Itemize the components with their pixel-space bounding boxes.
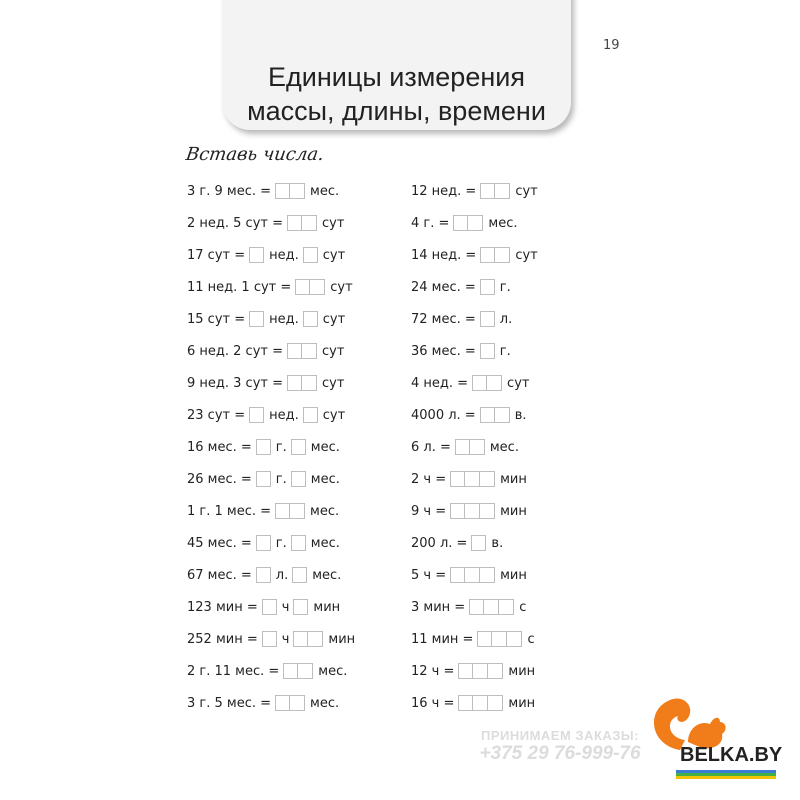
exercise-text: 3 г. 9 мес. = [187,183,272,199]
exercise-text: г. [275,439,287,455]
answer-box[interactable] [256,535,271,551]
exercise-text: 252 мин = [187,631,258,647]
answer-cell[interactable] [480,311,495,327]
answer-box[interactable] [287,215,317,231]
exercise-text: мес. [318,663,348,679]
exercise-row [411,367,542,399]
exercise-text: мес. [310,439,340,455]
answer-cell[interactable] [256,567,271,583]
answer-box[interactable] [275,183,305,199]
answer-cell[interactable] [495,247,510,263]
exercise-text: в. [514,407,527,423]
exercise-row [187,335,359,367]
exercise-row [411,303,542,335]
exercise-text: 6 л. = [411,439,451,455]
exercise-text: сут [322,343,345,359]
answer-box[interactable] [453,215,483,231]
page-title [222,60,571,128]
exercise-text: мес. [488,215,518,231]
answer-box[interactable] [469,599,514,615]
exercise-text: 12 нед. = [411,183,477,199]
exercise-text: 2 ч = [411,471,447,487]
answer-cell[interactable] [450,567,465,583]
exercise-row [187,271,359,303]
exercise-row [411,431,542,463]
exercise-text: 16 ч = [411,695,455,711]
exercise-text: л. [275,567,289,583]
exercise-text: сут [515,247,538,263]
answer-cell[interactable] [477,631,492,647]
answer-box[interactable] [262,599,277,615]
answer-cell[interactable] [480,183,495,199]
right-exercise-column [411,175,542,719]
exercise-row [187,175,359,207]
exercise-text: 67 мес. = [187,567,252,583]
answer-cell[interactable] [507,631,522,647]
answer-cell[interactable] [499,599,514,615]
exercise-text: сут [322,407,346,423]
exercise-row [411,207,542,239]
answer-box[interactable] [291,471,306,487]
answer-cell[interactable] [293,631,308,647]
instruction: Вставь числа. [184,144,326,165]
exercise-text: ч [281,599,290,615]
answer-cell[interactable] [450,471,465,487]
answer-box[interactable] [293,631,323,647]
answer-box[interactable] [249,407,264,423]
exercise-text: мин [500,471,527,487]
exercise-text: 14 нед. = [411,247,477,263]
answer-cell[interactable] [302,215,317,231]
exercise-row [187,527,359,559]
answer-cell[interactable] [308,631,323,647]
answer-box[interactable] [256,567,271,583]
answer-box[interactable] [303,247,318,263]
answer-cell[interactable] [472,375,487,391]
answer-box[interactable] [450,567,495,583]
answer-box[interactable] [249,311,264,327]
exercise-text: 45 мес. = [187,535,252,551]
answer-box[interactable] [458,663,503,679]
answer-box[interactable] [471,535,486,551]
exercise-text: 2 нед. 5 сут = [187,215,283,231]
answer-box[interactable] [303,407,318,423]
exercise-text: в. [491,535,504,551]
exercise-text: г. [275,535,287,551]
answer-cell[interactable] [256,439,271,455]
exercise-row [187,207,359,239]
answer-box[interactable] [480,343,495,359]
exercise-text: 123 мин = [187,599,258,615]
exercise-text: сут [515,183,538,199]
answer-cell[interactable] [480,567,495,583]
answer-cell[interactable] [465,503,480,519]
title-line-1: Единицы измерения [268,62,525,92]
answer-box[interactable] [477,631,522,647]
answer-box[interactable] [287,375,317,391]
answer-cell[interactable] [262,631,277,647]
answer-cell[interactable] [495,183,510,199]
exercise-text: 2 г. 11 мес. = [187,663,280,679]
answer-cell[interactable] [453,215,468,231]
answer-cell[interactable] [303,311,318,327]
answer-cell[interactable] [291,535,306,551]
answer-cell[interactable] [488,695,503,711]
watermark-phone: +375 29 76-999-76 [479,743,641,764]
answer-cell[interactable] [471,535,486,551]
exercise-text: с [519,599,527,615]
answer-cell[interactable] [465,471,480,487]
answer-cell[interactable] [249,407,264,423]
exercise-text: г. [499,343,511,359]
page-number: 19 [603,38,620,53]
answer-box[interactable] [262,631,277,647]
answer-cell[interactable] [480,247,495,263]
answer-box[interactable] [450,471,495,487]
exercise-row [187,559,359,591]
answer-box[interactable] [480,183,510,199]
exercise-row [411,463,542,495]
exercise-row [411,495,542,527]
answer-cell[interactable] [292,567,307,583]
exercise-row [187,623,359,655]
answer-box[interactable] [275,503,305,519]
answer-box[interactable] [291,439,306,455]
answer-cell[interactable] [295,279,310,295]
answer-box[interactable] [293,599,308,615]
answer-box[interactable] [295,279,325,295]
answer-cell[interactable] [473,663,488,679]
answer-cell[interactable] [275,695,290,711]
answer-cell[interactable] [249,247,264,263]
answer-cell[interactable] [290,503,305,519]
answer-box[interactable] [287,343,317,359]
answer-cell[interactable] [291,471,306,487]
answer-box[interactable] [480,407,510,423]
exercise-row [187,367,359,399]
answer-box[interactable] [450,503,495,519]
exercise-row [411,399,542,431]
answer-cell[interactable] [455,439,470,455]
exercise-text: мин [508,663,536,679]
exercise-text: сут [507,375,530,391]
answer-cell[interactable] [275,183,290,199]
exercise-text: 3 г. 5 мес. = [187,695,272,711]
exercise-row [411,559,542,591]
exercise-text: сут [322,215,345,231]
exercise-row [411,239,542,271]
answer-cell[interactable] [480,279,495,295]
answer-cell[interactable] [450,503,465,519]
answer-cell[interactable] [256,471,271,487]
exercise-text: мес. [310,535,340,551]
exercise-text: мин [508,695,536,711]
answer-cell[interactable] [302,343,317,359]
answer-box[interactable] [249,247,264,263]
answer-cell[interactable] [293,599,308,615]
exercise-text: 72 мес. = [411,311,476,327]
exercise-text: 16 мес. = [187,439,252,455]
exercise-text: мес. [312,567,342,583]
answer-cell[interactable] [287,215,302,231]
exercise-row [187,463,359,495]
exercise-text: сут [322,375,345,391]
answer-cell[interactable] [256,535,271,551]
exercise-text: мес. [310,471,340,487]
answer-cell[interactable] [470,439,485,455]
exercise-text: 5 ч = [411,567,447,583]
exercise-row [187,399,359,431]
exercise-text: 4 нед. = [411,375,469,391]
exercise-text: с [527,631,535,647]
answer-box[interactable] [480,311,495,327]
exercise-text: мес. [310,503,340,519]
exercise-row [411,655,542,687]
exercise-row [187,303,359,335]
exercise-text: 4000 л. = [411,407,476,423]
answer-cell[interactable] [480,471,495,487]
exercise-text: нед. [269,311,299,327]
answer-box[interactable] [275,695,305,711]
answer-cell[interactable] [468,215,483,231]
exercise-row [187,687,359,719]
exercise-row [411,335,542,367]
exercise-text: 11 мин = [411,631,474,647]
answer-cell[interactable] [480,503,495,519]
exercise-row [187,495,359,527]
exercise-text: 26 мес. = [187,471,252,487]
answer-box[interactable] [303,311,318,327]
exercise-row [411,591,542,623]
answer-box[interactable] [283,663,313,679]
exercise-text: ч [281,631,290,647]
answer-box[interactable] [455,439,485,455]
answer-cell[interactable] [458,663,473,679]
exercise-text: мес. [489,439,519,455]
answer-box[interactable] [291,535,306,551]
order-watermark [455,728,665,765]
exercise-row [187,655,359,687]
exercise-text: 17 сут = [187,247,246,263]
answer-cell[interactable] [473,695,488,711]
answer-box[interactable] [472,375,502,391]
answer-cell[interactable] [480,343,495,359]
exercise-text: мес. [310,695,340,711]
exercise-text: 24 мес. = [411,279,476,295]
answer-cell[interactable] [458,695,473,711]
answer-cell[interactable] [290,183,305,199]
answer-box[interactable] [256,439,271,455]
answer-cell[interactable] [302,375,317,391]
exercise-text: 4 г. = [411,215,450,231]
answer-cell[interactable] [283,663,298,679]
exercise-row [187,591,359,623]
exercise-row [187,239,359,271]
exercise-text: нед. [269,407,299,423]
answer-box[interactable] [292,567,307,583]
exercise-text: 3 мин = [411,599,466,615]
exercise-text: мес. [310,183,340,199]
exercise-text: г. [499,279,511,295]
exercise-text: г. [275,471,287,487]
answer-cell[interactable] [469,599,484,615]
exercise-text: 12 ч = [411,663,455,679]
answer-cell[interactable] [303,247,318,263]
exercise-text: мин [500,503,527,519]
exercise-text: 23 сут = [187,407,246,423]
exercise-row [411,527,542,559]
answer-cell[interactable] [484,599,499,615]
exercise-text: сут [330,279,353,295]
exercise-text: 9 нед. 3 сут = [187,375,283,391]
exercise-row [187,431,359,463]
exercise-text: сут [322,247,346,263]
exercise-text: нед. [269,247,299,263]
answer-cell[interactable] [487,375,502,391]
exercise-text: 200 л. = [411,535,468,551]
answer-cell[interactable] [488,663,503,679]
left-exercise-column [187,175,359,719]
answer-cell[interactable] [465,567,480,583]
answer-cell[interactable] [480,407,495,423]
exercise-text: 15 сут = [187,311,246,327]
exercise-row [411,623,542,655]
exercise-text: мин [328,631,356,647]
exercise-text: 6 нед. 2 сут = [187,343,283,359]
answer-cell[interactable] [262,599,277,615]
logo-text: BELKA.BY [680,744,783,766]
answer-cell[interactable] [249,311,264,327]
title-line-2: массы, длины, времени [247,96,546,126]
answer-cell[interactable] [310,279,325,295]
exercise-text: 36 мес. = [411,343,476,359]
exercise-row [411,271,542,303]
answer-box[interactable] [480,247,510,263]
answer-cell[interactable] [287,375,302,391]
answer-cell[interactable] [495,407,510,423]
answer-box[interactable] [256,471,271,487]
answer-cell[interactable] [287,343,302,359]
exercise-row [411,687,542,719]
answer-cell[interactable] [290,695,305,711]
answer-box[interactable] [480,279,495,295]
exercise-text: мин [500,567,527,583]
watermark-line-1: ПРИНИМАЕМ ЗАКАЗЫ: [481,728,639,743]
exercise-text: сут [322,311,346,327]
answer-cell[interactable] [275,503,290,519]
exercise-row [411,175,542,207]
exercise-text: 1 г. 1 мес. = [187,503,272,519]
exercise-text: мин [313,599,341,615]
answer-cell[interactable] [303,407,318,423]
answer-cell[interactable] [298,663,313,679]
exercise-text: л. [499,311,513,327]
exercise-text: 11 нед. 1 сут = [187,279,292,295]
exercise-text: 9 ч = [411,503,447,519]
answer-cell[interactable] [291,439,306,455]
answer-box[interactable] [458,695,503,711]
answer-cell[interactable] [492,631,507,647]
